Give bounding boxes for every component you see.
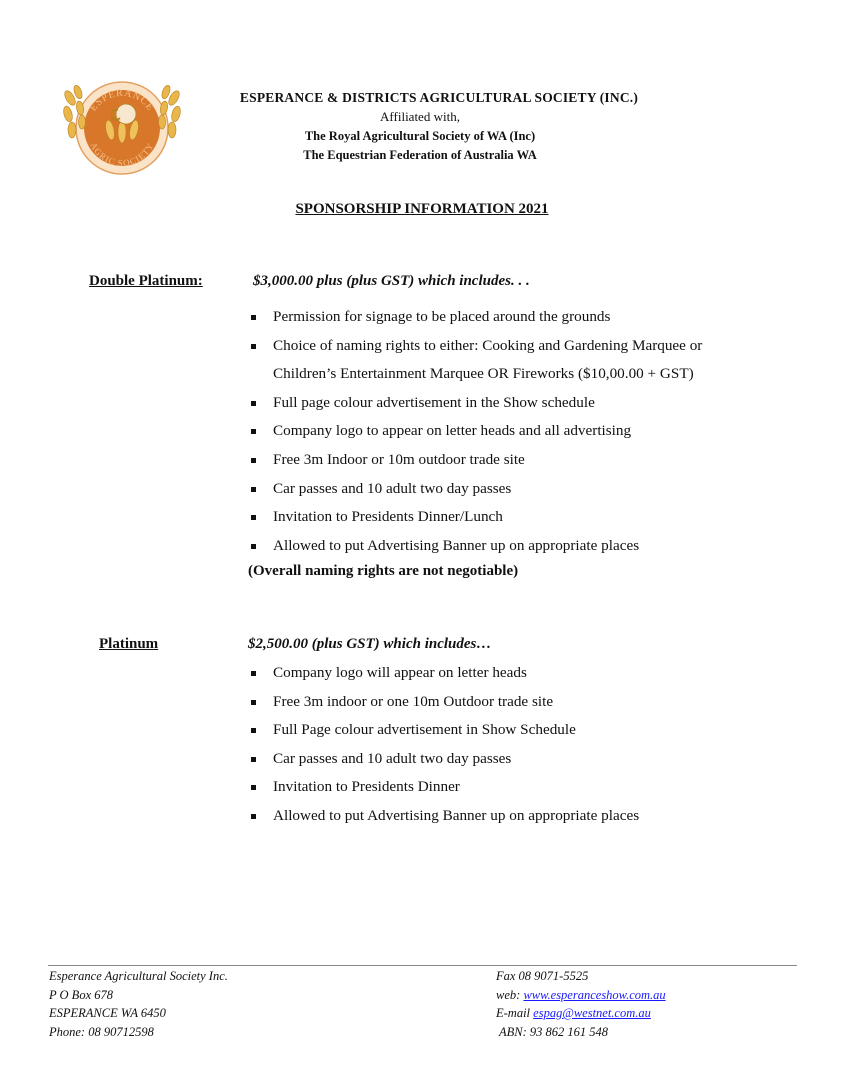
footer-line: Esperance Agricultural Society Inc.	[49, 969, 228, 983]
list-item: Free 3m Indoor or 10m outdoor trade site	[248, 446, 768, 475]
letterhead	[190, 90, 650, 163]
footer-email: E-mail espag@westnet.com.au	[496, 1006, 651, 1020]
section-price-double-platinum: $3,000.00 plus (plus GST) which includes. . .	[253, 273, 530, 289]
section-price-platinum: $2,500.00 (plus GST) which includes…	[248, 636, 492, 652]
list-item: Invitation to Presidents Dinner	[248, 773, 768, 802]
naming-rights-note: (Overall naming rights are not negotiable)	[248, 563, 519, 579]
section-label-platinum: Platinum	[99, 636, 159, 652]
affiliation-line: The Royal Agricultural Society of WA (Inc)	[304, 129, 536, 143]
list-item: Full Page colour advertisement in Show Schedule	[248, 716, 768, 745]
list-item: Allowed to put Advertising Banner up on appropriate places	[248, 802, 768, 831]
wheat-sheaf-seal-icon	[60, 70, 184, 184]
benefits-list-platinum	[248, 659, 768, 831]
list-item: Car passes and 10 adult two day passes	[248, 475, 768, 504]
list-item: Choice of naming rights to either: Cooking and Gardening Marquee or Children’s Entertainment Marquee OR Fireworks ($10,00.00 + GST)	[248, 332, 768, 389]
affiliation-line: The Equestrian Federation of Australia WA	[303, 148, 537, 162]
list-item: Full page colour advertisement in the Show schedule	[248, 389, 768, 418]
footer-line: ESPERANCE WA 6450	[49, 1006, 166, 1020]
svg-text:AGRIC SOCIETY: AGRIC SOCIETY	[88, 140, 156, 169]
section-label-double-platinum: Double Platinum:	[89, 273, 203, 289]
affiliated-label: Affiliated with,	[380, 109, 460, 124]
footer-fax: Fax 08 9071-5525	[496, 969, 589, 983]
email-link[interactable]: espag@westnet.com.au	[533, 1006, 651, 1020]
footer-web: web: www.esperanceshow.com.au	[496, 987, 666, 1002]
list-item: Car passes and 10 adult two day passes	[248, 745, 768, 774]
footer-address	[49, 967, 228, 1041]
society-logo	[60, 70, 184, 184]
footer-divider	[48, 965, 797, 966]
list-item: Company logo to appear on letter heads and all advertising	[248, 417, 768, 446]
list-item: Company logo will appear on letter heads	[248, 659, 768, 688]
benefits-list-double-platinum	[248, 303, 768, 560]
document-title: SPONSORSHIP INFORMATION 2021	[295, 201, 549, 217]
footer-line: P O Box 678	[49, 987, 113, 1002]
list-item: Invitation to Presidents Dinner/Lunch	[248, 503, 768, 532]
list-item: Allowed to put Advertising Banner up on appropriate places	[248, 532, 768, 561]
organization-name: ESPERANCE & DISTRICTS AGRICULTURAL SOCIETY (INC.)	[239, 90, 639, 105]
footer-abn: ABN: 93 862 161 548	[499, 1024, 609, 1039]
website-link[interactable]: www.esperanceshow.com.au	[523, 987, 666, 1002]
list-item: Free 3m indoor or one 10m Outdoor trade site	[248, 688, 768, 717]
svg-text:ESPERANCE: ESPERANCE	[87, 87, 157, 114]
footer-contact	[496, 967, 666, 1041]
footer-line: Phone: 08 90712598	[49, 1024, 154, 1039]
list-item: Permission for signage to be placed around the grounds	[248, 303, 768, 332]
